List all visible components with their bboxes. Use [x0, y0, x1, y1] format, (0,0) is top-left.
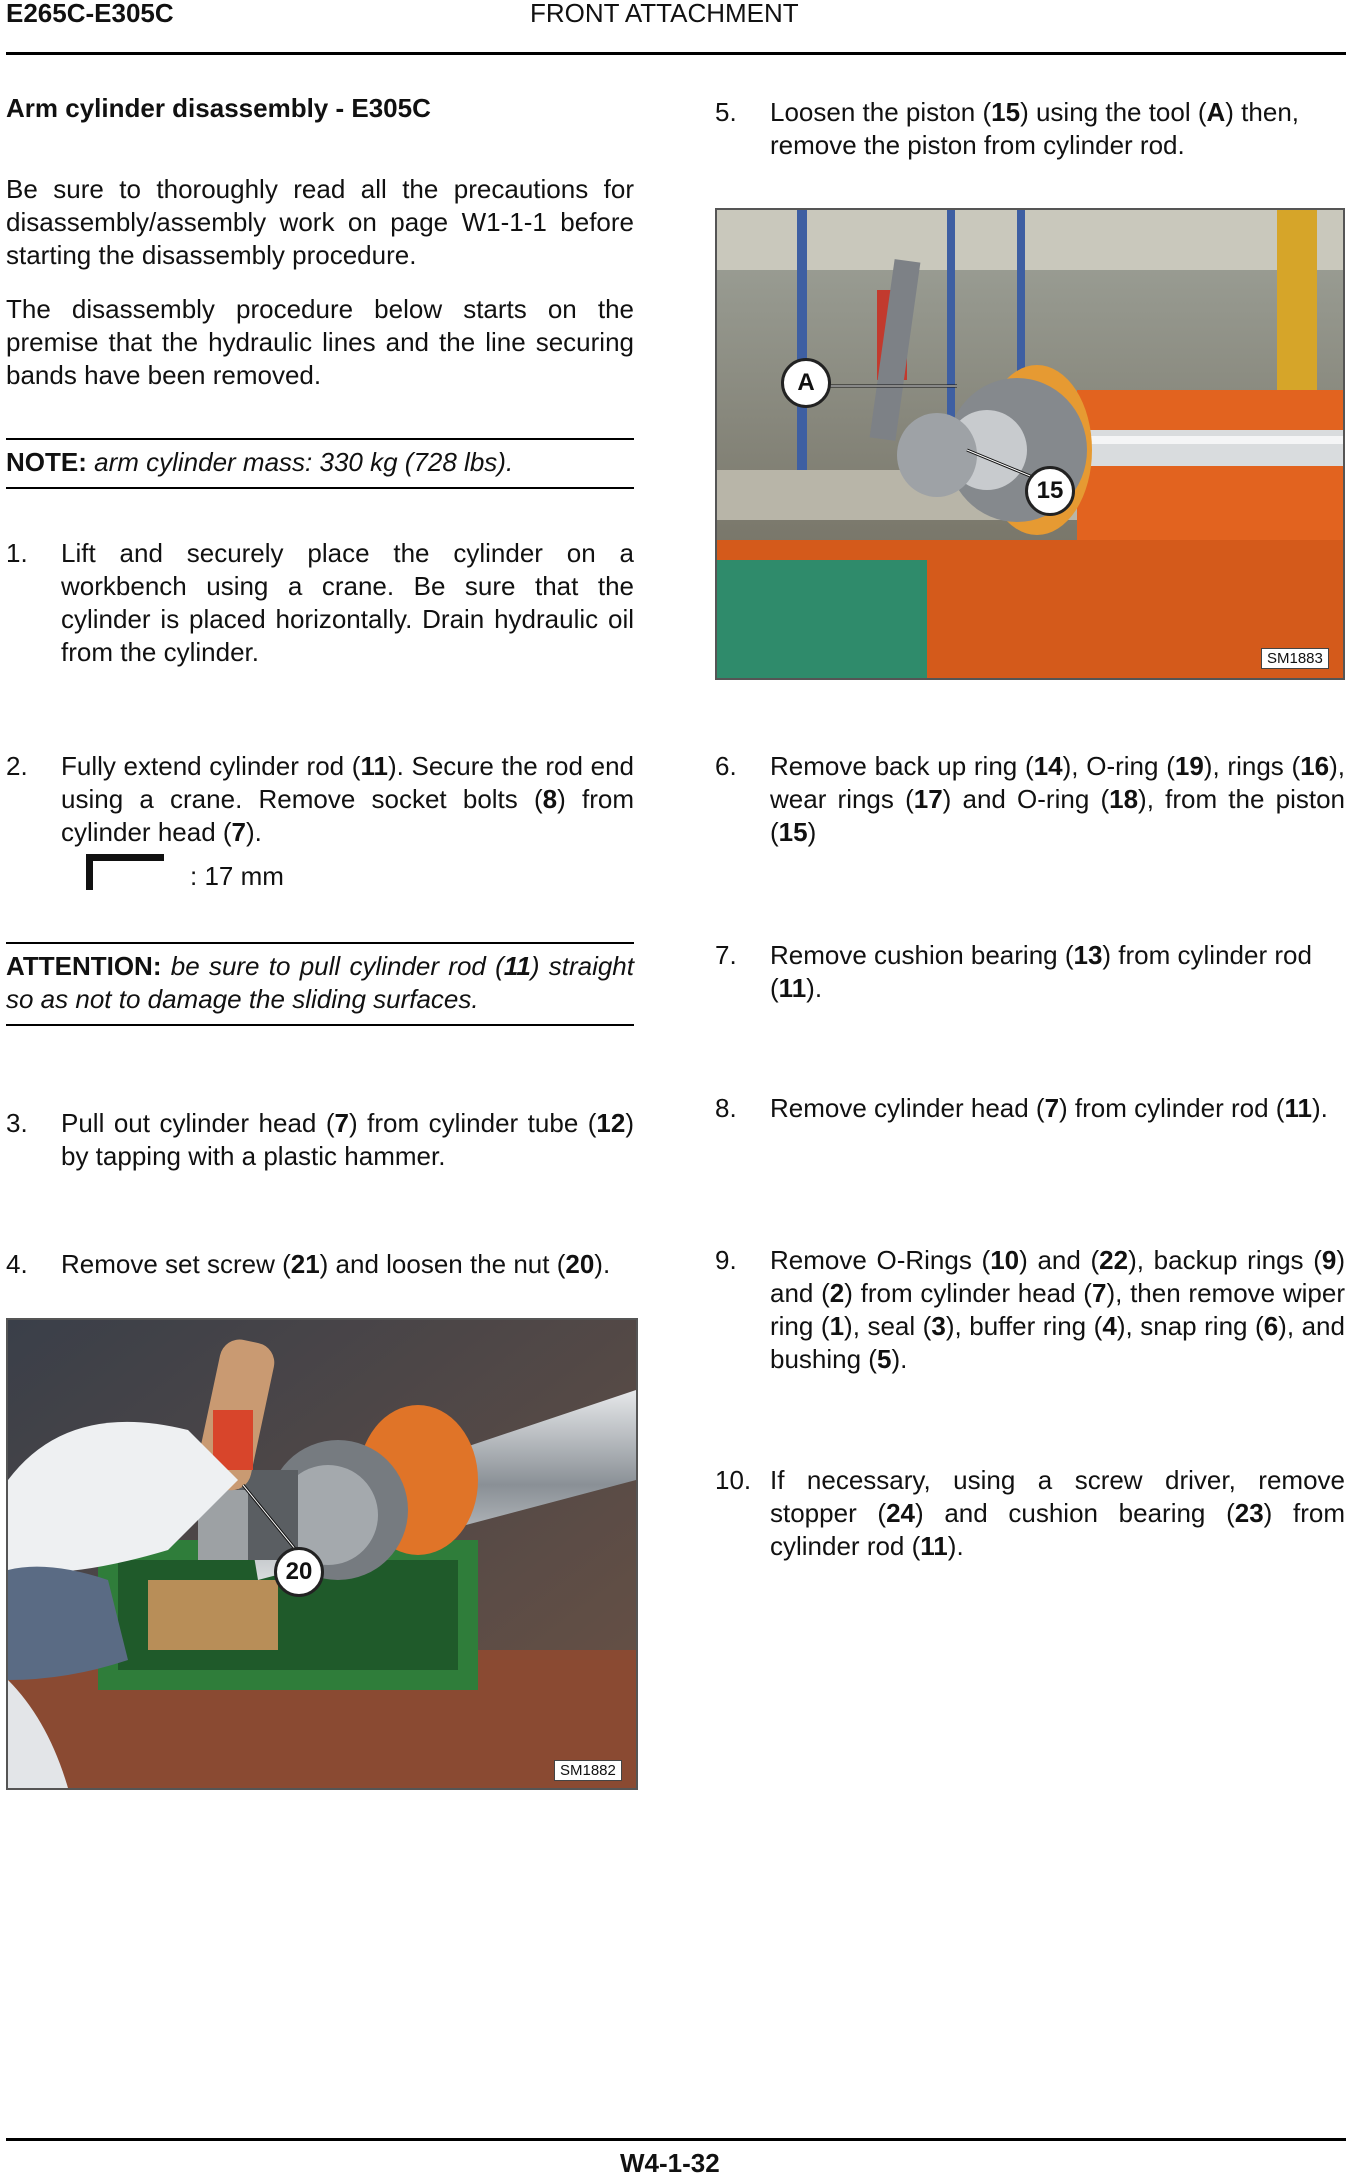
step-text: Remove cylinder head (7) from cylinder rod (11). — [770, 1093, 1328, 1123]
reference-number: 12 — [596, 1108, 626, 1138]
reference-number: 22 — [1099, 1245, 1129, 1275]
reference-number: 9 — [1321, 1245, 1337, 1275]
reference-number: 17 — [913, 784, 943, 814]
reference-number: 14 — [1033, 751, 1063, 781]
note-text: arm cylinder mass: 330 kg (728 lbs). — [86, 447, 514, 477]
reference-number: 24 — [886, 1498, 915, 1528]
reference-number: 21 — [290, 1249, 320, 1279]
note-box — [6, 438, 634, 489]
photo-illustration — [717, 210, 1343, 678]
photo-illustration — [8, 1320, 636, 1788]
step-text: Fully extend cylinder rod (11). Secure the rod end using a crane. Remove socket bolts (8) from cylinder head (7). — [61, 751, 634, 847]
figure-label: SM1882 — [554, 1760, 622, 1781]
reference-number: 11 — [503, 951, 531, 981]
footer-rule — [6, 2138, 1346, 2141]
photo-nut-loosening — [6, 1318, 638, 1790]
reference-number: 11 — [778, 973, 807, 1003]
step-text: Remove O-Rings (10) and (22), backup rings (9) and (2) from cylinder head (7), then remove wiper ring (1), seal (3), buffer ring (4), snap ring (6), and bushing (5). — [770, 1245, 1345, 1374]
reference-number: 10 — [990, 1245, 1020, 1275]
reference-number: 18 — [1109, 784, 1139, 814]
step-number: 3. — [6, 1108, 28, 1138]
callout-A: A — [781, 358, 831, 408]
reference-number: 15 — [778, 817, 808, 847]
reference-number: 7 — [1044, 1093, 1060, 1123]
reference-number: 19 — [1174, 751, 1204, 781]
reference-number: 16 — [1300, 751, 1330, 781]
reference-number: 3 — [931, 1311, 946, 1341]
step-number: 5. — [715, 97, 737, 127]
hex-wrench-icon — [86, 852, 168, 892]
section-heading: Arm cylinder disassembly - E305C — [6, 93, 431, 123]
reference-number: 11 — [920, 1531, 948, 1561]
reference-number: 13 — [1073, 940, 1103, 970]
reference-number: 11 — [1284, 1093, 1312, 1123]
figure-label: SM1883 — [1261, 648, 1329, 669]
step-text: Remove set screw (21) and loosen the nut (20). — [61, 1249, 611, 1279]
header-rule — [6, 52, 1346, 55]
reference-number: 7 — [231, 817, 247, 847]
intro-paragraph-2: The disassembly procedure below starts on the premise that the hydraulic lines and the line securing bands have been removed. — [6, 294, 634, 390]
step-number: 10. — [715, 1465, 752, 1495]
step-number: 2. — [6, 751, 28, 781]
step-text: Lift and securely place the cylinder on a workbench using a crane. Be sure that the cylinder is placed horizontally. Drain hydraulic oil from the cylinder. — [61, 538, 634, 667]
reference-number: 2 — [829, 1278, 845, 1308]
intro-paragraph-1: Be sure to thoroughly read all the precautions for disassembly/assembly work on page W1-1-1 before starting the disassembly procedure. — [6, 174, 634, 270]
note-label: NOTE: — [6, 447, 87, 477]
step-text: Loosen the piston (15) using the tool (A) then, remove the piston from cylinder rod. — [770, 97, 1300, 160]
step-text: Remove back up ring (14), O-ring (19), rings (16), wear rings (17) and O-ring (18), from the piston (15) — [770, 751, 1346, 847]
step-number: 8. — [715, 1093, 737, 1123]
attention-text: be sure to pull cylinder rod (11) straight so as not to damage the sliding surfaces. — [6, 951, 634, 1014]
reference-number: 20 — [565, 1249, 595, 1279]
attention-label: ATTENTION: — [6, 951, 162, 981]
step-number: 1. — [6, 538, 28, 568]
step-number: 6. — [715, 751, 737, 781]
page-number: W4-1-32 — [620, 2148, 720, 2178]
reference-number: 1 — [829, 1311, 845, 1341]
tool-size: : 17 mm — [190, 861, 284, 891]
callout-15: 15 — [1025, 466, 1075, 516]
reference-number: 8 — [542, 784, 558, 814]
step-text: Remove cushion bearing (13) from cylinder rod (11). — [770, 940, 1312, 1003]
header-model: E265C-E305C — [6, 0, 174, 28]
reference-number: 7 — [1091, 1278, 1107, 1308]
reference-number: 23 — [1234, 1498, 1264, 1528]
attention-box — [6, 942, 634, 1026]
reference-number: 5 — [876, 1344, 892, 1374]
callout-20: 20 — [274, 1547, 324, 1597]
reference-number: 6 — [1263, 1311, 1279, 1341]
header-title: FRONT ATTACHMENT — [530, 0, 799, 28]
reference-number: 7 — [334, 1108, 349, 1138]
reference-number: A — [1206, 97, 1226, 127]
step-number: 9. — [715, 1245, 737, 1275]
step-number: 4. — [6, 1249, 28, 1279]
reference-number: 15 — [991, 97, 1021, 127]
step-text: If necessary, using a screw driver, remove stopper (24) and cushion bearing (23) from cylinder rod (11). — [770, 1465, 1345, 1561]
photo-piston-loosening — [715, 208, 1345, 680]
step-text: Pull out cylinder head (7) from cylinder tube (12) by tapping with a plastic hammer. — [61, 1108, 635, 1171]
reference-number: 4 — [1102, 1311, 1117, 1341]
reference-number: 11 — [360, 751, 388, 781]
step-number: 7. — [715, 940, 737, 970]
